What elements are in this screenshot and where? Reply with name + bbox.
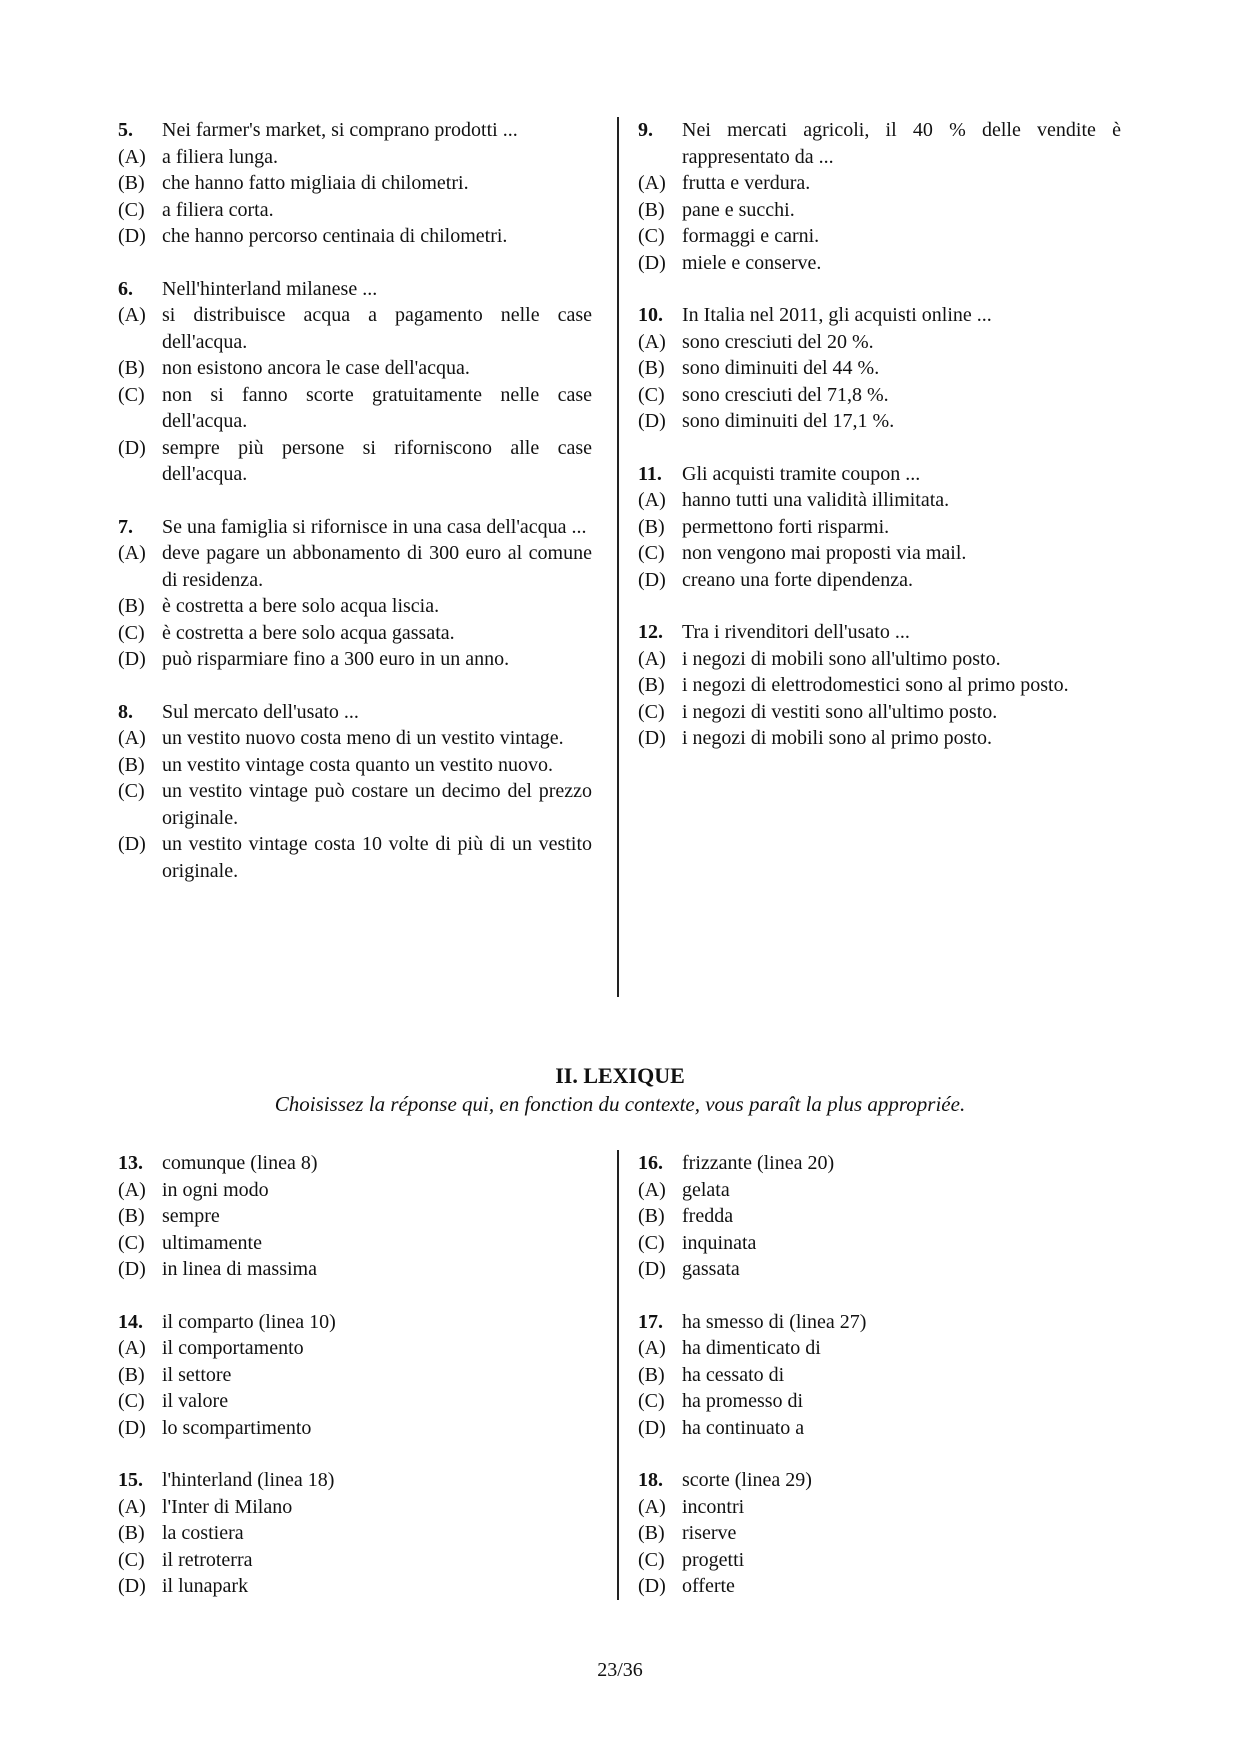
question-stem (118, 1309, 592, 1336)
option-text: in ogni modo (162, 1178, 269, 1201)
option-label: (B) (638, 1205, 665, 1227)
option-text: gelata (682, 1178, 730, 1201)
option-label: (B) (638, 515, 665, 538)
answer-option (118, 778, 592, 831)
option-label: (B) (638, 1363, 665, 1386)
question-stem (638, 619, 1121, 646)
question-text: In Italia nel 2011, gli acquisti online ... (682, 304, 992, 326)
option-text: pane e succhi. (682, 198, 795, 221)
option-text: lo scompartimento (162, 1416, 312, 1439)
option-text: il retroterra (162, 1548, 253, 1571)
option-text: che hanno fatto migliaia di chilometri. (162, 172, 469, 194)
option-label: (B) (118, 1522, 145, 1544)
question-number: 18. (638, 1469, 663, 1491)
option-label: (B) (118, 357, 145, 379)
option-text: un vestito vintage costa 10 volte di più di un vestito originale. (162, 833, 592, 882)
option-label: (B) (638, 198, 665, 221)
option-text: progetti (682, 1548, 745, 1571)
answer-option (638, 725, 1121, 752)
option-label: (C) (118, 621, 145, 644)
part2-column-separator (617, 1150, 619, 1600)
answer-option (118, 355, 592, 382)
question-number: 11. (638, 462, 662, 485)
question-stem (638, 1309, 1121, 1336)
option-text: un vestito nuovo costa meno di un vestito vintage. (162, 727, 564, 749)
question (638, 461, 1121, 594)
answer-option (118, 646, 592, 673)
answer-option (638, 1203, 1121, 1230)
option-text: un vestito vintage può costare un decimo del prezzo originale. (162, 780, 592, 829)
answer-option (118, 1256, 592, 1283)
option-text: il lunapark (162, 1575, 249, 1597)
question-stem (118, 1150, 592, 1177)
option-text: può risparmiare fino a 300 euro in un anno. (162, 648, 510, 670)
question-number: 7. (118, 515, 133, 538)
question-text: Nell'hinterland milanese ... (162, 277, 378, 300)
answer-option (638, 329, 1121, 356)
option-label: (A) (638, 330, 666, 353)
question (118, 276, 592, 488)
question-text: frizzante (linea 20) (682, 1152, 835, 1174)
answer-option (638, 1415, 1121, 1442)
option-text: non esistono ancora le case dell'acqua. (162, 357, 470, 379)
option-label: (C) (118, 1548, 145, 1571)
question-text: Gli acquisti tramite coupon ... (682, 462, 921, 485)
section-header (0, 1062, 1240, 1118)
answer-option (118, 620, 592, 647)
question (118, 1309, 592, 1442)
question-stem (638, 1467, 1121, 1494)
question-stem (118, 699, 592, 726)
question-number: 16. (638, 1152, 663, 1174)
option-text: gassata (682, 1258, 740, 1280)
option-label: (C) (118, 1390, 145, 1412)
question-stem (638, 117, 1121, 170)
answer-option (638, 1177, 1121, 1204)
option-label: (B) (118, 595, 145, 617)
answer-option (638, 514, 1121, 541)
answer-option (118, 1335, 592, 1362)
option-label: (B) (118, 172, 145, 194)
option-text: creano una forte dipendenza. (682, 568, 913, 591)
question-stem (118, 117, 592, 144)
question-text: Tra i rivenditori dell'usato ... (682, 621, 910, 643)
option-label: (A) (118, 304, 146, 326)
answer-option (638, 250, 1121, 277)
answer-option (638, 1335, 1121, 1362)
question (118, 117, 592, 250)
answer-option (638, 355, 1121, 382)
option-text: sono cresciuti del 20 %. (682, 330, 874, 353)
question (118, 1150, 592, 1283)
option-label: (D) (638, 727, 666, 749)
option-label: (A) (638, 489, 666, 511)
answer-option (638, 487, 1121, 514)
answer-option (638, 567, 1121, 594)
option-label: (A) (638, 172, 666, 194)
option-text: i negozi di mobili sono al primo posto. (682, 727, 992, 749)
option-text: sono cresciuti del 71,8 %. (682, 383, 889, 406)
question-number: 17. (638, 1310, 663, 1333)
option-text: incontri (682, 1495, 745, 1518)
option-text: che hanno percorso centinaia di chilometri. (162, 225, 508, 247)
answer-option (638, 1573, 1121, 1600)
question-number: 8. (118, 700, 133, 723)
option-text: inquinata (682, 1231, 757, 1254)
answer-option (118, 593, 592, 620)
option-label: (B) (638, 1522, 665, 1544)
option-label: (D) (118, 648, 146, 670)
option-label: (D) (118, 833, 146, 855)
option-text: sono diminuiti del 44 %. (682, 357, 880, 379)
answer-option (638, 382, 1121, 409)
question-text: Nei mercati agricoli, il 40 % delle vendite è rappresentato da ... (682, 119, 1121, 168)
answer-option (118, 725, 592, 752)
option-text: sempre più persone si riforniscono alle case dell'acqua. (162, 436, 592, 485)
question (638, 619, 1121, 752)
option-text: ha promesso di (682, 1390, 804, 1412)
answer-option (118, 197, 592, 224)
option-label: (A) (118, 1495, 146, 1518)
option-text: sempre (162, 1205, 220, 1227)
option-text: riserve (682, 1522, 737, 1544)
answer-option (118, 1203, 592, 1230)
question-number: 14. (118, 1310, 143, 1333)
question (638, 1467, 1121, 1600)
section-title: II. LEXIQUE (555, 1063, 685, 1088)
answer-option (638, 540, 1121, 567)
option-text: ha continuato a (682, 1416, 805, 1439)
option-label: (C) (638, 700, 665, 723)
question-text: Sul mercato dell'usato ... (162, 700, 359, 723)
question-stem (118, 1467, 592, 1494)
option-text: i negozi di mobili sono all'ultimo posto. (682, 647, 1001, 670)
answer-option (638, 170, 1121, 197)
option-text: i negozi di elettrodomestici sono al primo posto. (682, 674, 1069, 696)
option-text: sono diminuiti del 17,1 %. (682, 410, 895, 432)
option-text: miele e conserve. (682, 251, 822, 274)
option-label: (C) (638, 1390, 665, 1412)
question-number: 9. (638, 119, 653, 141)
option-label: (C) (118, 383, 145, 406)
answer-option (118, 752, 592, 779)
question-text: ha smesso di (linea 27) (682, 1310, 867, 1333)
question-stem (638, 302, 1121, 329)
question-stem (118, 276, 592, 303)
question-text: Nei farmer's market, si comprano prodotti ... (162, 119, 518, 141)
answer-option (638, 1547, 1121, 1574)
answer-option (638, 1388, 1121, 1415)
question-number: 15. (118, 1469, 143, 1491)
answer-option (118, 223, 592, 250)
answer-option (118, 540, 592, 593)
answer-option (638, 408, 1121, 435)
option-label: (C) (638, 1231, 665, 1254)
option-label: (A) (118, 145, 146, 168)
option-label: (A) (118, 542, 146, 564)
option-text: la costiera (162, 1522, 244, 1544)
option-label: (C) (118, 1231, 145, 1254)
option-label: (D) (638, 251, 666, 274)
answer-option (118, 1415, 592, 1442)
option-label: (B) (118, 1363, 145, 1386)
part1-right-column (638, 117, 1121, 778)
answer-option (118, 1494, 592, 1521)
option-label: (A) (638, 647, 666, 670)
option-label: (B) (118, 753, 145, 776)
option-label: (D) (638, 1575, 666, 1597)
answer-option (118, 1547, 592, 1574)
option-text: formaggi e carni. (682, 225, 820, 247)
question-number: 5. (118, 119, 133, 141)
question (638, 117, 1121, 276)
answer-option (118, 435, 592, 488)
option-text: permettono forti risparmi. (682, 515, 890, 538)
option-text: è costretta a bere solo acqua gassata. (162, 621, 455, 644)
question-text: il comparto (linea 10) (162, 1310, 336, 1333)
question (118, 514, 592, 673)
question-text: comunque (linea 8) (162, 1152, 318, 1174)
answer-option (118, 144, 592, 171)
option-label: (D) (118, 225, 146, 247)
option-text: è costretta a bere solo acqua liscia. (162, 595, 440, 617)
answer-option (118, 1520, 592, 1547)
option-text: frutta e verdura. (682, 172, 811, 194)
option-text: fredda (682, 1205, 734, 1227)
option-label: (C) (638, 383, 665, 406)
option-label: (D) (118, 1575, 146, 1597)
question-number: 13. (118, 1152, 143, 1174)
question-number: 10. (638, 304, 663, 326)
answer-option (118, 170, 592, 197)
option-text: il settore (162, 1363, 232, 1386)
option-label: (A) (638, 1495, 666, 1518)
part1-column-separator (617, 117, 619, 997)
option-label: (A) (638, 1337, 666, 1359)
option-text: i negozi di vestiti sono all'ultimo posto. (682, 700, 998, 723)
answer-option (638, 672, 1121, 699)
question-stem (118, 514, 592, 541)
option-label: (C) (118, 198, 145, 221)
section-instructions: Choisissez la réponse qui, en fonction du contexte, vous paraît la plus appropriée. (274, 1092, 966, 1116)
option-label: (D) (638, 568, 666, 591)
option-text: hanno tutti una validità illimitata. (682, 489, 950, 511)
question-text: l'hinterland (linea 18) (162, 1469, 335, 1491)
question-stem (638, 461, 1121, 488)
option-label: (D) (118, 1258, 146, 1280)
option-text: offerte (682, 1575, 735, 1597)
question (118, 1467, 592, 1600)
answer-option (638, 197, 1121, 224)
answer-option (118, 831, 592, 884)
option-text: un vestito vintage costa quanto un vestito nuovo. (162, 753, 554, 776)
answer-option (638, 1256, 1121, 1283)
option-label: (B) (638, 357, 665, 379)
question-text: scorte (linea 29) (682, 1469, 812, 1491)
option-label: (B) (638, 674, 665, 696)
question-number: 12. (638, 621, 663, 643)
option-text: a filiera corta. (162, 198, 274, 221)
answer-option (118, 1362, 592, 1389)
answer-option (638, 1494, 1121, 1521)
option-text: a filiera lunga. (162, 145, 279, 168)
option-label: (D) (638, 1416, 666, 1439)
option-label: (D) (638, 1258, 666, 1280)
option-text: in linea di massima (162, 1258, 317, 1280)
option-text: deve pagare un abbonamento di 300 euro al comune di residenza. (162, 542, 592, 591)
question (638, 1150, 1121, 1283)
answer-option (118, 1177, 592, 1204)
option-label: (B) (118, 1205, 145, 1227)
option-text: ha cessato di (682, 1363, 785, 1386)
option-text: si distribuisce acqua a pagamento nelle case dell'acqua. (162, 304, 592, 353)
option-label: (A) (638, 1178, 666, 1201)
answer-option (638, 1520, 1121, 1547)
option-text: non vengono mai proposti via mail. (682, 542, 967, 564)
option-label: (A) (118, 1337, 146, 1359)
answer-option (118, 1388, 592, 1415)
answer-option (638, 1230, 1121, 1257)
option-label: (C) (638, 1548, 665, 1571)
option-text: non si fanno scorte gratuitamente nelle case dell'acqua. (162, 383, 592, 432)
option-text: il comportamento (162, 1337, 304, 1359)
answer-option (118, 302, 592, 355)
answer-option (638, 223, 1121, 250)
option-label: (C) (638, 542, 665, 564)
answer-option (638, 646, 1121, 673)
answer-option (638, 699, 1121, 726)
question (118, 699, 592, 885)
question-stem (638, 1150, 1121, 1177)
option-label: (A) (118, 727, 146, 749)
answer-option (118, 382, 592, 435)
question-number: 6. (118, 277, 133, 300)
option-label: (D) (118, 1416, 146, 1439)
option-label: (D) (118, 436, 146, 459)
answer-option (118, 1230, 592, 1257)
option-text: ha dimenticato di (682, 1337, 821, 1359)
page-number: 23/36 (597, 1659, 643, 1681)
part2-right-column (638, 1150, 1121, 1626)
answer-option (118, 1573, 592, 1600)
option-text: il valore (162, 1390, 229, 1412)
part1-left-column (118, 117, 592, 910)
answer-option (638, 1362, 1121, 1389)
option-label: (C) (118, 780, 145, 802)
option-label: (D) (638, 410, 666, 432)
option-text: l'Inter di Milano (162, 1495, 293, 1518)
question (638, 1309, 1121, 1442)
option-label: (A) (118, 1178, 146, 1201)
question (638, 302, 1121, 435)
option-text: ultimamente (162, 1231, 262, 1254)
part2-left-column (118, 1150, 592, 1626)
option-label: (C) (638, 225, 665, 247)
question-text: Se una famiglia si rifornisce in una casa dell'acqua ... (162, 515, 587, 538)
